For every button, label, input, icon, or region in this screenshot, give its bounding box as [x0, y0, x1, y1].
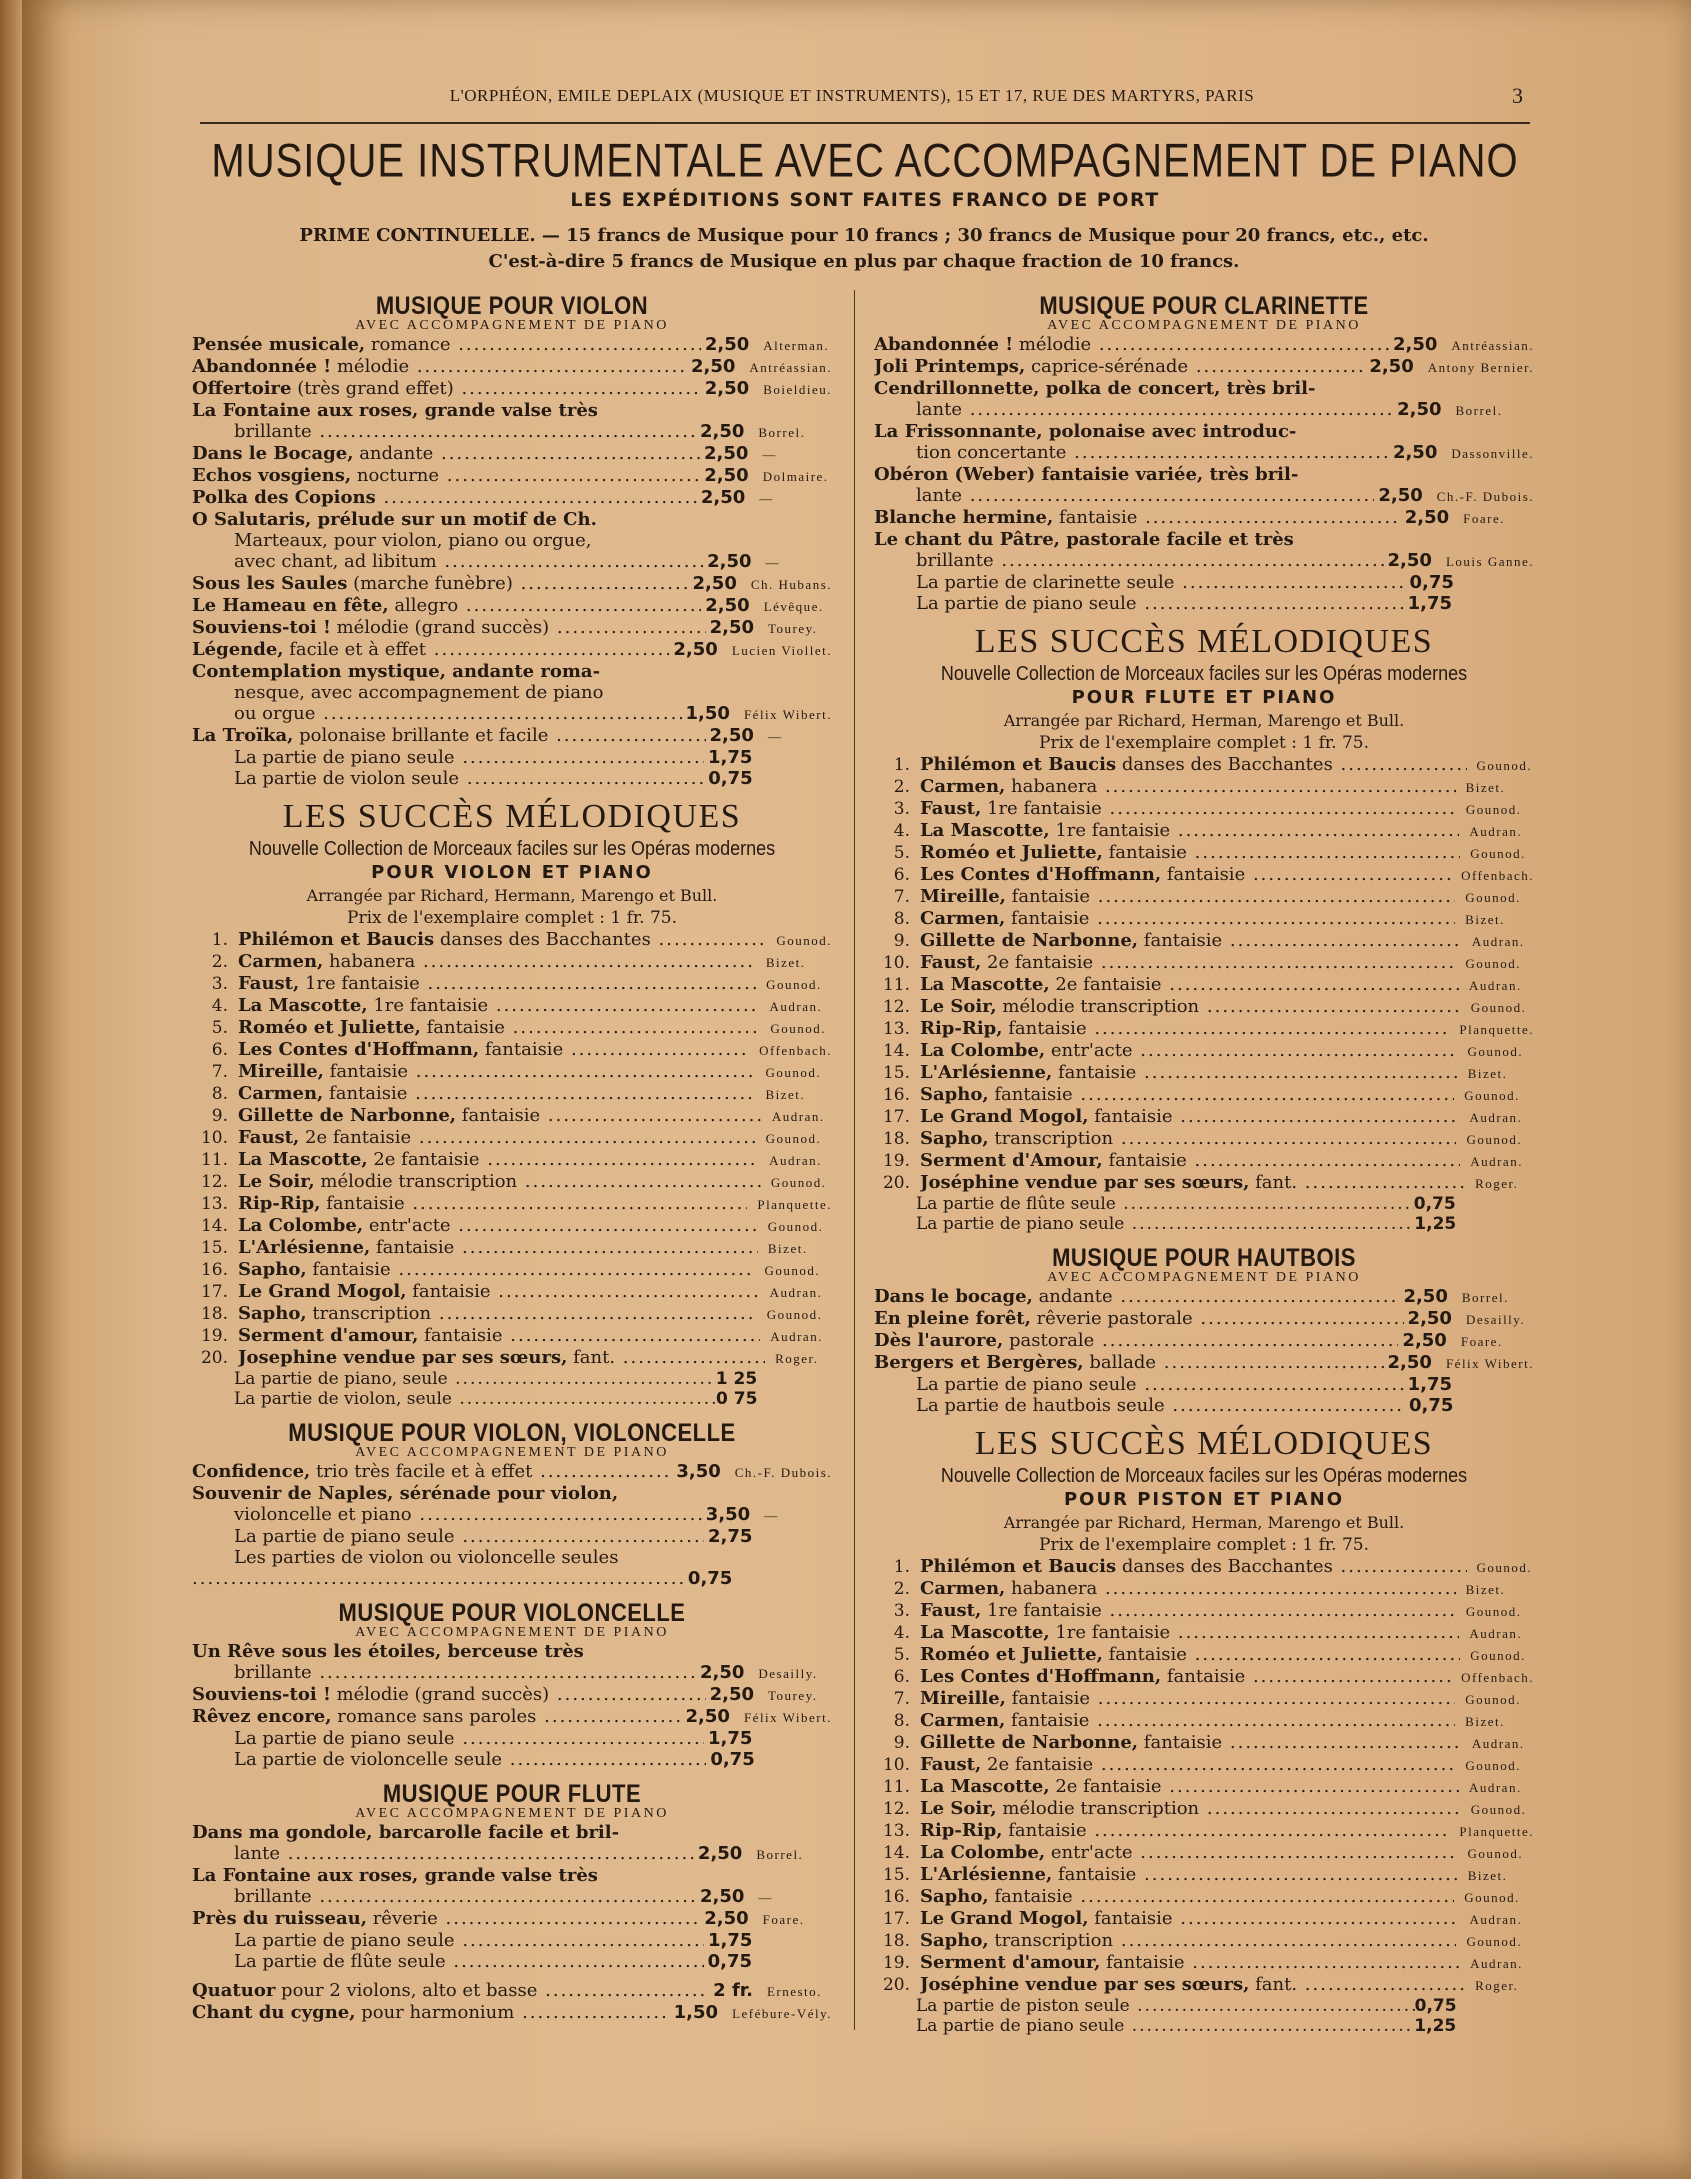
list-item: 5. Roméo et Juliette, fantaisie ..... Gounod. [874, 842, 1534, 864]
list-item: violoncelle et piano ..... 3,50 — [192, 1504, 832, 1526]
list-item: Souviens-toi ! mélodie (grand succès) ..... 2,50 Tourey. [192, 617, 832, 639]
list-item: 1. Philémon et Baucis danses des Bacchantes ..... Gounod. [874, 1556, 1534, 1578]
list-item: 14. La Colombe, entr'acte ..... Gounod. [874, 1842, 1534, 1864]
part-line: La partie de violoncelle seule ..... 0,75 [192, 1749, 832, 1770]
patre-line-1: Le chant du Pâtre, pastorale facile et très [874, 529, 1294, 550]
list-item: 3. Faust, 1re fantaisie ..... Gounod. [874, 1600, 1534, 1622]
part-line: La partie de piano seule ..... 1,75 [874, 593, 1534, 614]
list-item: 11. La Mascotte, 2e fantaisie ..... Audran. [874, 974, 1534, 996]
section-heading-violon: MUSIQUE POUR VIOLON [375, 291, 649, 320]
list-item: 15. L'Arlésienne, fantaisie ..... Bizet. [874, 1864, 1534, 1886]
succes-title-piston: LES SUCCÈS MÉLODIQUES [974, 1425, 1434, 1462]
violoncelle-list [192, 1684, 832, 1728]
list-item: 6. Les Contes d'Hoffmann, fantaisie ..... Offenbach. [874, 1666, 1534, 1688]
section-subheading: AVEC ACCOMPAGNEMENT DE PIANO [355, 1445, 669, 1460]
list-item: 4. La Mascotte, 1re fantaisie ..... Audran. [874, 820, 1534, 842]
part-line: La partie de piano seule ..... 1,75 [874, 1374, 1534, 1395]
section-subheading: AVEC ACCOMPAGNEMENT DE PIANO [355, 1806, 669, 1821]
list-item: 7. Mireille, fantaisie ..... Gounod. [874, 1688, 1534, 1710]
list-item: 9. Gillette de Narbonne, fantaisie ..... Audran. [874, 1732, 1534, 1754]
list-item: 20. Joséphine vendue par ses sœurs, fant. ..... Roger. [874, 1172, 1534, 1194]
page-title: MUSIQUE INSTRUMENTALE AVEC ACCOMPAGNEMENT DE PIANO [211, 135, 1519, 187]
section-subheading: AVEC ACCOMPAGNEMENT DE PIANO [355, 318, 669, 333]
prime-line-2: C'est-à-dire 5 francs de Musique en plus par chaque fraction de 10 francs. [488, 251, 1240, 272]
succes-piston-list [874, 1556, 1534, 1996]
list-item: 11. La Mascotte, 2e fantaisie ..... Audran. [874, 1776, 1534, 1798]
succes-title-violon: LES SUCCÈS MÉLODIQUES [282, 798, 742, 835]
list-item: Abandonnée ! mélodie ..... 2,50 Antréassian. [192, 356, 832, 378]
list-item: 2. Carmen, habanera ..... Bizet. [192, 951, 832, 973]
list-item: La Troïka, polonaise brillante et facile ..... 2,50 — [192, 725, 832, 747]
succes-flute-parts [874, 1194, 1534, 1234]
reve-line-1: Un Rêve sous les étoiles, berceuse très [192, 1641, 584, 1662]
succes-violon-parts [192, 1369, 832, 1409]
clarinette-list [874, 334, 1534, 378]
violon-list-2 [192, 443, 832, 509]
list-item: 17. Le Grand Mogol, fantaisie ..... Audran. [874, 1908, 1534, 1930]
list-item: 15. L'Arlésienne, fantaisie ..... Bizet. [874, 1062, 1534, 1084]
list-item: lante ..... 2,50 Borrel. [192, 1843, 832, 1865]
part-line: La partie de piano, seule ..... 1 25 [192, 1369, 832, 1389]
violon-list [192, 334, 832, 400]
list-item: 10. Faust, 2e fantaisie ..... Gounod. [874, 1754, 1534, 1776]
part-line: ..... 0,75 [192, 1568, 832, 1589]
list-item: 16. Sapho, fantaisie ..... Gounod. [192, 1259, 832, 1281]
part-line: La partie de violon seule ..... 0,75 [192, 768, 832, 789]
list-item: 12. Le Soir, mélodie transcription ..... Gounod. [874, 996, 1534, 1018]
pour-violon: POUR VIOLON ET PIANO [371, 862, 653, 883]
list-item: 8. Carmen, fantaisie ..... Bizet. [874, 1710, 1534, 1732]
succes-violon-list [192, 929, 832, 1369]
page-number: 3 [1512, 83, 1523, 108]
catalog-page [22, 0, 1691, 2179]
list-item: Abandonnée ! mélodie ..... 2,50 Antréassian. [874, 334, 1534, 356]
list-item: 6. Les Contes d'Hoffmann, fantaisie ..... Offenbach. [874, 864, 1534, 886]
list-item: 1. Philémon et Baucis danses des Bacchantes ..... Gounod. [192, 929, 832, 951]
page-subtitle: LES EXPÉDITIONS SONT FAITES FRANCO DE PORT [570, 189, 1160, 211]
left-column [192, 290, 832, 2024]
list-item: Bergers et Bergères, ballade ..... 2,50 Félix Wibert. [874, 1352, 1534, 1374]
list-item: Souviens-toi ! mélodie (grand succès) ..... 2,50 Tourey. [192, 1684, 832, 1706]
list-item: Près du ruisseau, rêverie ..... 2,50 Foare. [192, 1908, 832, 1930]
contemplation-line-1: Contemplation mystique, andante roma- [192, 661, 601, 682]
list-item: 15. L'Arlésienne, fantaisie ..... Bizet. [192, 1237, 832, 1259]
list-item: Confidence, trio très facile et à effet ..... 3,50 Ch.-F. Dubois. [192, 1461, 832, 1483]
part-line: La partie de clarinette seule ..... 0,75 [874, 572, 1534, 593]
list-item: 18. Sapho, transcription ..... Gounod. [874, 1930, 1534, 1952]
list-item: 17. Le Grand Mogol, fantaisie ..... Audran. [192, 1281, 832, 1303]
list-item: 18. Sapho, transcription ..... Gounod. [192, 1303, 832, 1325]
list-item: 16. Sapho, fantaisie ..... Gounod. [874, 1886, 1534, 1908]
list-item: 11. La Mascotte, 2e fantaisie ..... Audran. [192, 1149, 832, 1171]
list-item: Polka des Copions ..... 2,50 — [192, 487, 832, 509]
list-item: Offertoire (très grand effet) ..... 2,50 Boieldieu. [192, 378, 832, 400]
list-item: 4. La Mascotte, 1re fantaisie ..... Audran. [192, 995, 832, 1017]
list-item: lante ..... 2,50 Borrel. [874, 399, 1534, 421]
pour-piston: POUR PISTON ET PIANO [1063, 1489, 1345, 1510]
list-item: Joli Printemps, caprice-sérénade ..... 2,50 Antony Bernier. [874, 356, 1534, 378]
list-item: 16. Sapho, fantaisie ..... Gounod. [874, 1084, 1534, 1106]
gondole-line-1: Dans ma gondole, barcarolle facile et bril- [192, 1822, 620, 1843]
list-item: 7. Mireille, fantaisie ..... Gounod. [192, 1061, 832, 1083]
collection-line: Nouvelle Collection de Morceaux faciles sur les Opéras modernes [940, 663, 1468, 685]
page-spine [0, 0, 22, 2179]
running-header: L'ORPHÉON, EMILE DEPLAIX (MUSIQUE ET INSTRUMENTS), 15 ET 17, RUE DES MARTYRS, PARIS [449, 86, 1255, 105]
list-item: brillante ..... 2,50 Desailly. [192, 1662, 832, 1684]
list-item: Dans le bocage, andante ..... 2,50 Borrel. [874, 1286, 1534, 1308]
list-item: 1. Philémon et Baucis danses des Bacchantes ..... Gounod. [874, 754, 1534, 776]
list-item: 10. Faust, 2e fantaisie ..... Gounod. [192, 1127, 832, 1149]
part-line: La partie de piston seule ..... 0,75 [874, 1996, 1534, 2016]
list-item: tion concertante ..... 2,50 Dassonville. [874, 442, 1534, 464]
list-item: 19. Serment d'Amour, fantaisie ..... Audran. [874, 1150, 1534, 1172]
part-line: La partie de flûte seule ..... 0,75 [192, 1951, 832, 1972]
contemplation-line-2: nesque, avec accompagnement de piano [234, 682, 604, 703]
section-heading-clarinette: MUSIQUE POUR CLARINETTE [1039, 291, 1369, 320]
part-line: La partie de piano seule ..... 1,75 [192, 747, 832, 768]
list-item: 5. Roméo et Juliette, fantaisie ..... Gounod. [874, 1644, 1534, 1666]
arranged-by: Arrangée par Richard, Herman, Marengo et Bull. [1003, 1513, 1405, 1532]
list-item: 4. La Mascotte, 1re fantaisie ..... Audran. [874, 1622, 1534, 1644]
list-item: brillante ..... 2,50 Louis Ganne. [874, 550, 1534, 572]
list-item: 17. Le Grand Mogol, fantaisie ..... Audran. [874, 1106, 1534, 1128]
part-line: La partie de piano seule ..... 1,25 [874, 2016, 1534, 2036]
succes-piston-parts [874, 1996, 1534, 2036]
part-line: La partie de flûte seule ..... 0,75 [874, 1194, 1534, 1214]
section-subheading: AVEC ACCOMPAGNEMENT DE PIANO [1047, 318, 1361, 333]
part-line: Les parties de violon ou violoncelle seules [234, 1547, 619, 1568]
list-item: 10. Faust, 2e fantaisie ..... Gounod. [874, 952, 1534, 974]
section-heading-hautbois: MUSIQUE POUR HAUTBOIS [1052, 1243, 1356, 1272]
hautbois-list [874, 1286, 1534, 1374]
price-line: Prix de l'exemplaire complet : 1 fr. 75. [1039, 733, 1369, 753]
list-item: Rêvez encore, romance sans paroles ..... 2,50 Félix Wibert. [192, 1706, 832, 1728]
list-item: 13. Rip-Rip, fantaisie ..... Planquette. [874, 1018, 1534, 1040]
list-item: 13. Rip-Rip, fantaisie ..... Planquette. [192, 1193, 832, 1215]
frissonnante-line-1: La Frissonnante, polonaise avec introduc- [874, 421, 1297, 442]
list-item: 20. Josephine vendue par ses sœurs, fant. ..... Roger. [192, 1347, 832, 1369]
column-divider [854, 290, 855, 2030]
collection-line: Nouvelle Collection de Morceaux faciles sur les Opéras modernes [940, 1465, 1468, 1487]
salutaris-line-2: Marteaux, pour violon, piano ou orgue, [234, 530, 592, 551]
prime-line-1: PRIME CONTINUELLE. — 15 francs de Musique pour 10 francs ; 30 francs de Musique pour 20 francs, etc., etc. [299, 225, 1429, 246]
price-line: Prix de l'exemplaire complet : 1 fr. 75. [347, 908, 677, 928]
list-item: 7. Mireille, fantaisie ..... Gounod. [874, 886, 1534, 908]
salutaris-line-1: O Salutaris, prélude sur un motif de Ch. [192, 509, 597, 530]
list-item: Quatuor pour 2 violons, alto et basse ..... 2 fr. Ernesto. [192, 1980, 832, 2002]
oberon-line-1: Obéron (Weber) fantaisie variée, très bril- [874, 464, 1299, 485]
section-subheading: AVEC ACCOMPAGNEMENT DE PIANO [1047, 1270, 1361, 1285]
list-item: 12. Le Soir, mélodie transcription ..... Gounod. [192, 1171, 832, 1193]
part-line: La partie de piano seule ..... 1,25 [874, 1214, 1534, 1234]
section-heading-flute: MUSIQUE POUR FLUTE [382, 1779, 642, 1808]
list-item: avec chant, ad libitum ..... 2,50 — [192, 551, 832, 573]
list-item: 19. Serment d'amour, fantaisie ..... Audran. [192, 1325, 832, 1347]
list-item: 5. Roméo et Juliette, fantaisie ..... Gounod. [192, 1017, 832, 1039]
fontaine-line-1: La Fontaine aux roses, grande valse très [192, 400, 598, 421]
section-subheading: AVEC ACCOMPAGNEMENT DE PIANO [355, 1625, 669, 1640]
prime-notice [194, 223, 1534, 275]
header-rule [200, 122, 1530, 124]
collection-line: Nouvelle Collection de Morceaux faciles sur les Opéras modernes [248, 838, 776, 860]
list-item: 9. Gillette de Narbonne, fantaisie ..... Audran. [192, 1105, 832, 1127]
list-item: Dans le Bocage, andante ..... 2,50 — [192, 443, 832, 465]
part-line: La partie de piano seule ..... 1,75 [192, 1930, 832, 1951]
list-item: Blanche hermine, fantaisie ..... 2,50 Foare. [874, 507, 1534, 529]
list-item: 12. Le Soir, mélodie transcription ..... Gounod. [874, 1798, 1534, 1820]
list-item: 20. Joséphine vendue par ses sœurs, fant. ..... Roger. [874, 1974, 1534, 1996]
violon-list-3 [192, 573, 832, 661]
list-item: 3. Faust, 1re fantaisie ..... Gounod. [192, 973, 832, 995]
succes-title-flute: LES SUCCÈS MÉLODIQUES [974, 623, 1434, 660]
list-item: Le Hameau en fête, allegro ..... 2,50 Lévêque. [192, 595, 832, 617]
cendrillonnette-line-1: Cendrillonnette, polka de concert, très bril- [874, 378, 1316, 399]
list-item: Sous les Saules (marche funèbre) ..... 2,50 Ch. Hubans. [192, 573, 832, 595]
right-column [874, 290, 1534, 2036]
list-item: 6. Les Contes d'Hoffmann, fantaisie ..... Offenbach. [192, 1039, 832, 1061]
arranged-by: Arrangée par Richard, Hermann, Marengo et Bull. [306, 886, 718, 905]
list-item: 8. Carmen, fantaisie ..... Bizet. [874, 908, 1534, 930]
section-heading-violon-violoncelle: MUSIQUE POUR VIOLON, VIOLONCELLE [288, 1418, 736, 1447]
list-item: Dès l'aurore, pastorale ..... 2,50 Foare. [874, 1330, 1534, 1352]
list-item: Chant du cygne, pour harmonium ..... 1,50 Lefébure-Vély. [192, 2002, 832, 2024]
list-item: Echos vosgiens, nocturne ..... 2,50 Dolmaire. [192, 465, 832, 487]
list-item: 14. La Colombe, entr'acte ..... Gounod. [874, 1040, 1534, 1062]
part-line: La partie de piano seule ..... 2,75 [192, 1526, 832, 1547]
list-item: lante ..... 2,50 Ch.-F. Dubois. [874, 485, 1534, 507]
price-line: Prix de l'exemplaire complet : 1 fr. 75. [1039, 1535, 1369, 1555]
part-line: La partie de piano seule ..... 1,75 [192, 1728, 832, 1749]
list-item: 8. Carmen, fantaisie ..... Bizet. [192, 1083, 832, 1105]
list-item: En pleine forêt, rêverie pastorale ..... 2,50 Desailly. [874, 1308, 1534, 1330]
list-item: 2. Carmen, habanera ..... Bizet. [874, 776, 1534, 798]
list-item: 18. Sapho, transcription ..... Gounod. [874, 1128, 1534, 1150]
naples-line-1: Souvenir de Naples, sérénade pour violon, [192, 1483, 619, 1504]
part-line: La partie de hautbois seule ..... 0,75 [874, 1395, 1534, 1416]
part-line: La partie de violon, seule ..... 0 75 [192, 1389, 832, 1409]
fontaine-flute-line-1: La Fontaine aux roses, grande valse très [192, 1865, 598, 1886]
list-item: Légende, facile et à effet ..... 2,50 Lucien Viollet. [192, 639, 832, 661]
list-item: 13. Rip-Rip, fantaisie ..... Planquette. [874, 1820, 1534, 1842]
list-item: brillante ..... 2,50 — [192, 1886, 832, 1908]
section-heading-violoncelle: MUSIQUE POUR VIOLONCELLE [338, 1598, 686, 1627]
list-item: 9. Gillette de Narbonne, fantaisie ..... Audran. [874, 930, 1534, 952]
list-item: 2. Carmen, habanera ..... Bizet. [874, 1578, 1534, 1600]
list-item: 3. Faust, 1re fantaisie ..... Gounod. [874, 798, 1534, 820]
arranged-by: Arrangée par Richard, Herman, Marengo et Bull. [1003, 711, 1405, 730]
list-item: 19. Serment d'amour, fantaisie ..... Audran. [874, 1952, 1534, 1974]
list-item: Pensée musicale, romance ..... 2,50 Alterman. [192, 334, 832, 356]
pour-flute: POUR FLUTE ET PIANO [1071, 687, 1337, 708]
list-item: ou orgue ..... 1,50 Félix Wibert. [192, 703, 832, 725]
succes-flute-list [874, 754, 1534, 1194]
list-item: 14. La Colombe, entr'acte ..... Gounod. [192, 1215, 832, 1237]
list-item: brillante ..... 2,50 Borrel. [192, 421, 832, 443]
